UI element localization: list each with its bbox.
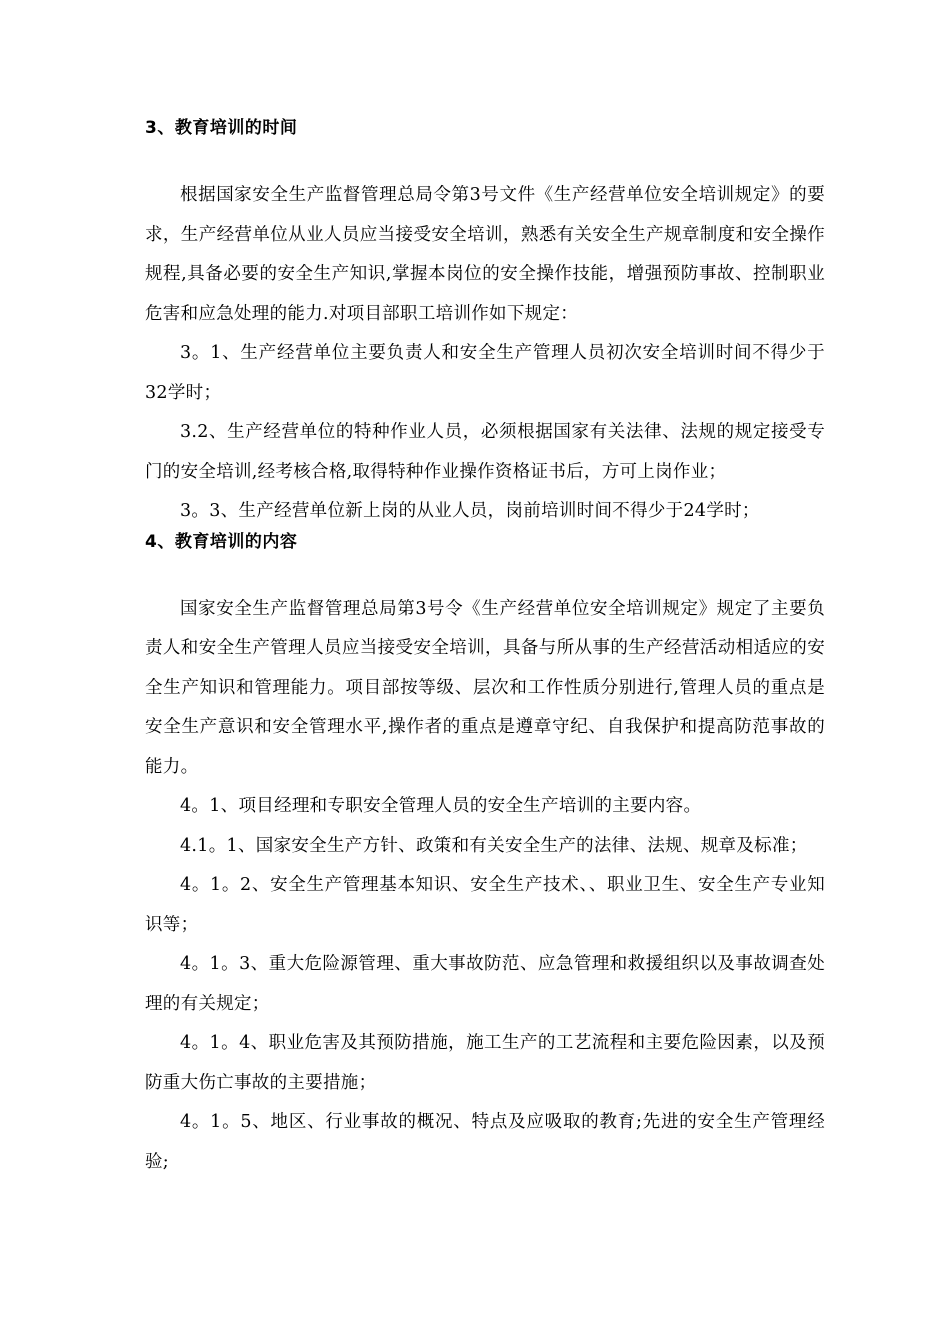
section-3-item-1: 3。1、生产经营单位主要负责人和安全生产管理人员初次安全培训时间不得少于32学时； (145, 343, 825, 403)
section-4-item-1-1: 4.1。1、国家安全生产方针、政策和有关安全生产的法律、法规、规章及标准； (180, 835, 808, 856)
section-3-intro-paragraph: 根据国家安全生产监督管理总局令第3号文件《生产经营单位安全培训规定》的要求，生产经营单位从业人员应当接受安全培训，熟悉有关安全生产规章制度和安全操作规程,具备必要的安全生产知识,掌握本岗位的安全操作技能，增强预防事故、控制职业危害和应急处理的能力.对项目部职工培训作如下规定： (145, 185, 825, 324)
section-4-item-1: 4。1、项目经理和专职安全管理人员的安全生产培训的主要内容。 (180, 796, 702, 816)
section-3-item-2: 3.2、生产经营单位的特种作业人员，必须根据国家有关法律、法规的规定接受专门的安全培训,经考核合格,取得特种作业操作资格证书后，方可上岗作业； (145, 422, 825, 482)
section-4-item-1-4: 4。1。4、职业危害及其预防措施，施工生产的工艺流程和主要危险因素，以及预防重大伤亡事故的主要措施； (145, 1033, 825, 1093)
section-4-item-1-2: 4。1。2、安全生产管理基本知识、安全生产技术、、职业卫生、安全生产专业知识等； (145, 875, 825, 935)
section-4-item-1-3: 4。1。3、重大危险源管理、重大事故防范、应急管理和救援组织以及事故调查处理的有关规定； (145, 954, 825, 1014)
section-3-heading: 3、教育培训的时间 (145, 118, 298, 138)
section-3-item-3: 3。3、生产经营单位新上岗的从业人员，岗前培训时间不得少于24学时； (180, 501, 760, 521)
section-4-item-1-5: 4。1。5、地区、行业事故的概况、特点及应吸取的教育;先进的安全生产管理经验; (145, 1112, 825, 1172)
document-body (145, 104, 825, 1182)
section-4-intro-paragraph: 国家安全生产监督管理总局第3号令《生产经营单位安全培训规定》规定了主要负责人和安全生产管理人员应当接受安全培训，具备与所从事的生产经营活动相适应的安全生产知识和管理能力。项目部按等级、层次和工作性质分别进行,管理人员的重点是安全生产意识和安全管理水平,操作者的重点是遵章守纪、自我保护和提高防范事故的能力。 (145, 598, 825, 777)
section-4-heading: 4、教育培训的内容 (145, 531, 298, 552)
